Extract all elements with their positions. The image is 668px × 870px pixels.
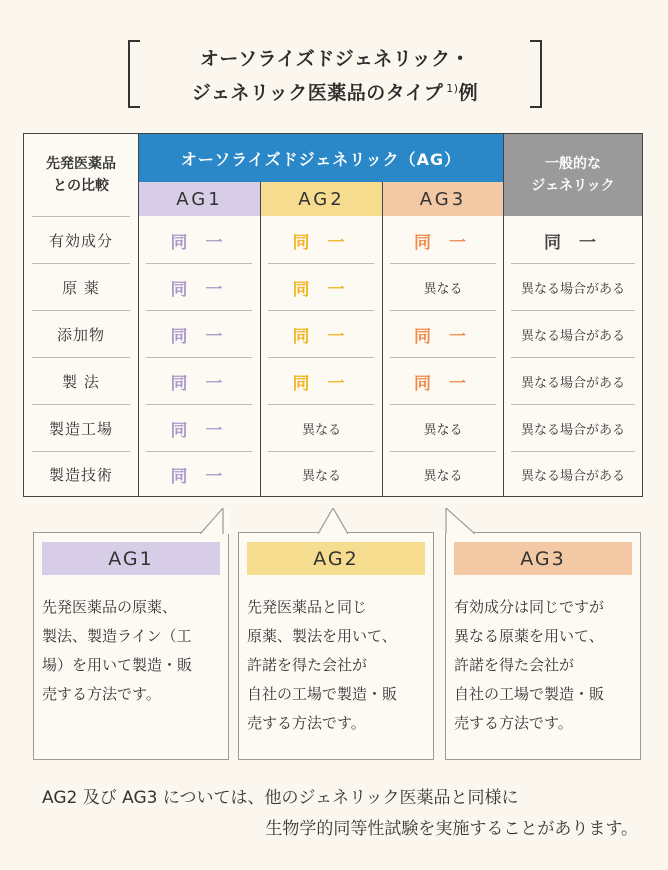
row-divider — [390, 404, 496, 405]
cell-ag1: 同 一 — [170, 466, 229, 487]
row-divider — [32, 310, 130, 311]
header-ag2: AG2 — [261, 182, 382, 216]
row-divider — [146, 404, 252, 405]
row-divider — [511, 310, 635, 311]
title-line-2-text: ジェネリック医薬品のタイプ — [191, 82, 444, 104]
cell-ag2: 同 一 — [292, 232, 351, 253]
bubble-pointer — [445, 508, 475, 534]
cell-ag1: 同 一 — [170, 420, 229, 441]
row-divider — [390, 263, 496, 264]
row-label: 製造工場 — [48, 419, 113, 438]
bubble-pointer — [200, 508, 230, 534]
row-divider — [390, 451, 496, 452]
title-note-mark: 1) — [446, 82, 459, 95]
row-divider — [146, 310, 252, 311]
title-line-2 — [128, 74, 542, 108]
header-ag1: AG1 — [139, 182, 260, 216]
row-divider — [32, 216, 130, 217]
bubble-body: 有効成分は同じですが 異なる原薬を用いて、 許諾を得た会社が 自社の工場で製造・販 売する方法です。 — [454, 598, 605, 732]
row-divider — [146, 357, 252, 358]
row-divider — [32, 451, 130, 452]
row-divider — [32, 263, 130, 264]
title-line-2-end: 例 — [458, 82, 479, 104]
corner-header: 先発医薬品 との比較 — [46, 156, 116, 194]
row-divider — [268, 357, 374, 358]
title-line-1: オーソライズドジェネリック・ — [199, 48, 471, 70]
header-ag3: AG3 — [383, 182, 503, 216]
cell-ag2: 異なる — [301, 468, 341, 484]
row-divider — [32, 404, 130, 405]
cell-ag2: 異なる — [301, 422, 341, 438]
footnote-line-1: AG2 及び AG3 については、他のジェネリック医薬品と同様に — [42, 788, 519, 808]
cell-ag3: 同 一 — [414, 373, 472, 394]
cell-general: 異なる場合がある — [520, 422, 625, 438]
row-divider — [390, 310, 496, 311]
cell-ag1: 同 一 — [170, 279, 229, 300]
footnote — [40, 783, 638, 845]
row-label: 原 薬 — [62, 278, 100, 297]
bubble-body: 先発医薬品と同じ 原薬、製法を用いて、 許諾を得た会社が 自社の工場で製造・販 売する方法です。 — [247, 598, 398, 732]
cell-ag3: 異なる — [423, 422, 463, 438]
row-divider — [146, 263, 252, 264]
row-label: 製造技術 — [48, 465, 113, 484]
cell-ag3: 同 一 — [414, 326, 472, 347]
row-divider — [268, 404, 374, 405]
bubble-title: AG1 — [42, 542, 220, 575]
row-divider — [511, 357, 635, 358]
general-header: 一般的な ジェネリック — [504, 134, 642, 216]
row-divider — [268, 263, 374, 264]
row-divider — [511, 263, 635, 264]
ag-group-header: オーソライズドジェネリック（AG） — [139, 134, 503, 182]
row-divider — [511, 404, 635, 405]
row-divider — [511, 451, 635, 452]
bubble-ag3 — [445, 532, 641, 760]
row-label: 添加物 — [56, 325, 105, 344]
cell-ag3: 異なる — [423, 468, 463, 484]
bubble-ag2 — [238, 532, 434, 760]
comparison-table — [23, 133, 643, 497]
page-title — [128, 44, 542, 108]
row-divider — [390, 357, 496, 358]
bubble-title: AG3 — [454, 542, 632, 575]
cell-general: 異なる場合がある — [520, 281, 625, 297]
cell-ag1: 同 一 — [170, 326, 229, 347]
cell-general: 異なる場合がある — [520, 328, 625, 344]
bubble-title: AG2 — [247, 542, 425, 575]
bubble-body: 先発医薬品の原薬、 製法、製造ライン（工 場）を用いて製造・販 売する方法です。 — [42, 598, 193, 703]
cell-ag3: 異なる — [423, 281, 463, 297]
row-divider — [146, 451, 252, 452]
bubble-pointer — [318, 508, 348, 534]
cell-ag1: 同 一 — [170, 232, 229, 253]
row-divider — [268, 451, 374, 452]
bubble-ag1 — [33, 532, 229, 760]
footnote-line-2: 生物学的同等性試験を実施することがあります。 — [265, 819, 638, 839]
cell-ag3: 同 一 — [414, 232, 472, 253]
cell-general: 異なる場合がある — [520, 468, 625, 484]
row-divider — [268, 310, 374, 311]
row-label: 製 法 — [62, 372, 100, 391]
cell-ag2: 同 一 — [292, 373, 351, 394]
cell-general: 異なる場合がある — [520, 375, 625, 391]
cell-ag2: 同 一 — [292, 326, 351, 347]
title-block — [128, 40, 542, 106]
cell-ag2: 同 一 — [292, 279, 351, 300]
cell-ag1: 同 一 — [170, 373, 229, 394]
cell-general: 同 一 — [544, 232, 602, 253]
row-divider — [32, 357, 130, 358]
row-label: 有効成分 — [48, 231, 113, 250]
